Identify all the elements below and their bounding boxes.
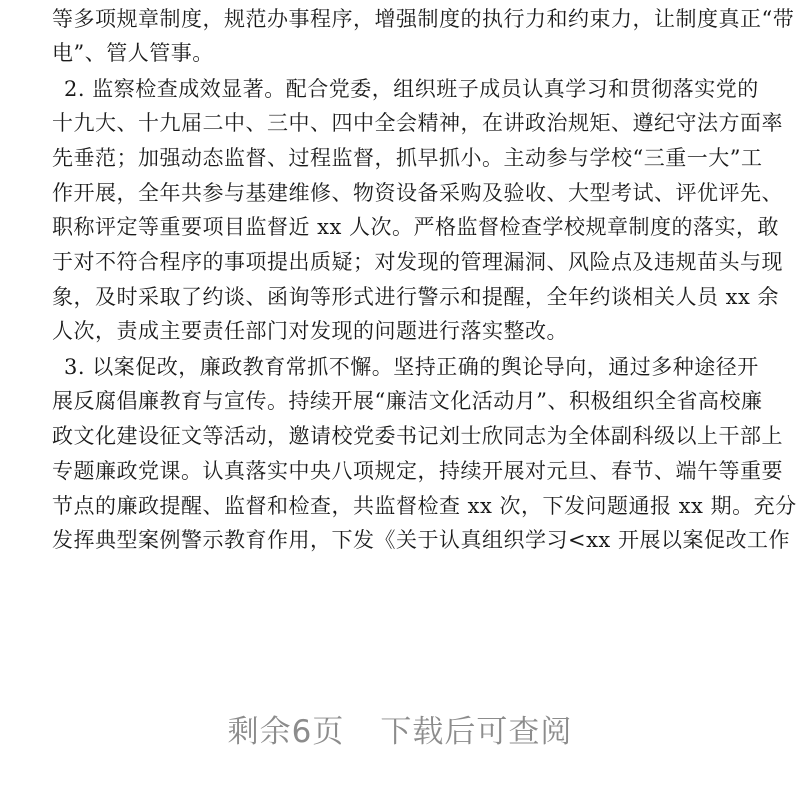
paragraph-line: 发挥典型案例警示教育作用，下发《关于认真组织学习<xx 开展以案促改工作 <box>52 528 790 552</box>
paragraph-line: 等多项规章制度，规范办事程序，增强制度的执行力和约束力，让制度真正“带 <box>52 7 795 31</box>
paragraph-line: 政文化建设征文等活动，邀请校党委书记刘士欣同志为全体副科级以上干部上 <box>52 424 783 448</box>
paragraph-line: 职称评定等重要项目监督近 xx 人次。严格监督检查学校规章制度的落实，敢 <box>52 215 780 239</box>
remaining-pages-label: 剩余6页 <box>227 714 345 750</box>
download-hint-label: 下载后可查阅 <box>380 714 573 750</box>
paragraph-line: 电”、管人管事。 <box>52 41 214 65</box>
paragraph-line: 十九大、十九届二中、三中、四中全会精神，在讲政治规矩、遵纪守法方面率 <box>52 111 783 135</box>
paragraph-line: 展反腐倡廉教育与宣传。持续开展“廉洁文化活动月”、积极组织全省高校廉 <box>52 389 763 413</box>
paragraph-line: 专题廉政党课。认真落实中央八项规定，持续开展对元旦、春节、端午等重要 <box>52 459 783 483</box>
paragraph-line: 节点的廉政提醒、监督和检查，共监督检查 xx 次，下发问题通报 xx 期。充分 <box>52 494 797 518</box>
paragraph-line: 人次，责成主要责任部门对发现的问题进行落实整改。 <box>52 319 568 343</box>
paragraph-line: 于对不符合程序的事项提出质疑；对发现的管理漏洞、风险点及违规苗头与现 <box>52 250 783 274</box>
paragraph-line: 作开展，全年共参与基建维修、物资设备采购及验收、大型考试、评优评先、 <box>52 181 783 205</box>
remaining-pages-banner[interactable] <box>0 706 800 751</box>
paragraph-line: 2. 监察检查成效显著。配合党委，组织班子成员认真学习和贯彻落实党的 <box>64 77 759 101</box>
paragraph-line: 先垂范；加强动态监督、过程监督，抓早抓小。主动参与学校“三重一大”工 <box>52 146 763 170</box>
paragraph-line: 象，及时采取了约谈、函询等形式进行警示和提醒，全年约谈相关人员 xx 余 <box>52 285 780 309</box>
paragraph-line: 3. 以案促改，廉政教育常抓不懈。坚持正确的舆论导向，通过多种途径开 <box>64 355 759 379</box>
